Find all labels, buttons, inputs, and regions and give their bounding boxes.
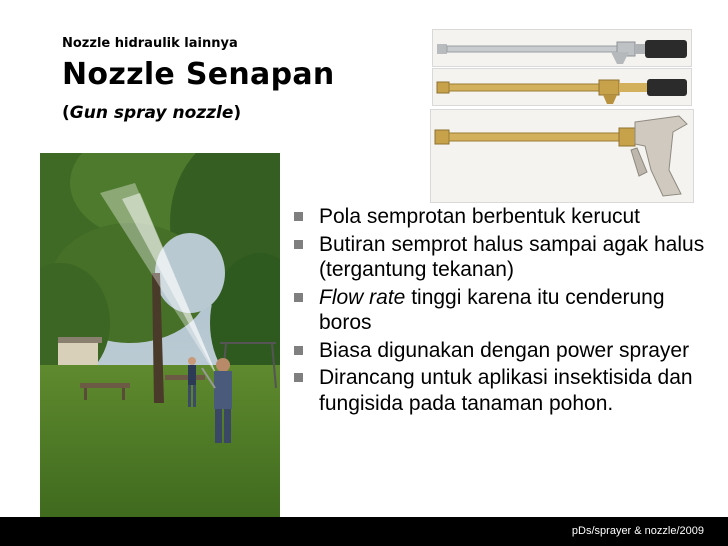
- nozzle-image-3: [430, 109, 694, 203]
- bullet-italic-term: Flow rate: [319, 285, 406, 309]
- bullet-marker: [294, 240, 303, 249]
- subtitle-close-paren: ): [233, 103, 242, 123]
- bullet-marker: [294, 212, 303, 221]
- slide-subtitle: [62, 103, 241, 123]
- bullet-marker: [294, 373, 303, 382]
- slide-title: Nozzle Senapan: [62, 57, 335, 92]
- bullet-item: [292, 204, 712, 230]
- nozzle-image-2: [432, 68, 692, 106]
- subtitle-open-paren: (: [62, 103, 70, 123]
- bullet-text: Dirancang untuk aplikasi insektisida dan fungisida pada tanaman pohon.: [319, 366, 693, 415]
- bullet-text: Butiran semprot halus sampai agak halus (tergantung tekanan): [319, 232, 705, 281]
- bullet-marker: [294, 346, 303, 355]
- bullet-text: Pola semprotan berbentuk kerucut: [319, 205, 641, 228]
- nozzle-image-1: [432, 29, 692, 67]
- bullet-item: [292, 365, 712, 416]
- bullet-text: tinggi karena itu cenderung boros: [319, 285, 665, 334]
- chrome-lance-nozzle-illustration: [433, 30, 691, 66]
- bullet-item: [292, 285, 712, 336]
- bullet-text: Biasa digunakan dengan power sprayer: [319, 338, 690, 362]
- bullet-item: [292, 338, 712, 364]
- spraying-photo: [40, 153, 280, 519]
- footer-text: pDs/sprayer & nozzle/2009: [571, 525, 704, 537]
- subtitle-italic: Gun spray nozzle: [69, 103, 234, 123]
- bullet-item: [292, 232, 712, 283]
- brass-gun-nozzle-illustration: [431, 110, 693, 202]
- footer-bar: [0, 517, 728, 546]
- bullet-list: [292, 204, 712, 418]
- brass-lance-nozzle-illustration: [433, 69, 691, 105]
- spraying-photo-illustration: [40, 153, 280, 519]
- bullet-marker: [294, 293, 303, 302]
- section-label: Nozzle hidraulik lainnya: [62, 36, 238, 51]
